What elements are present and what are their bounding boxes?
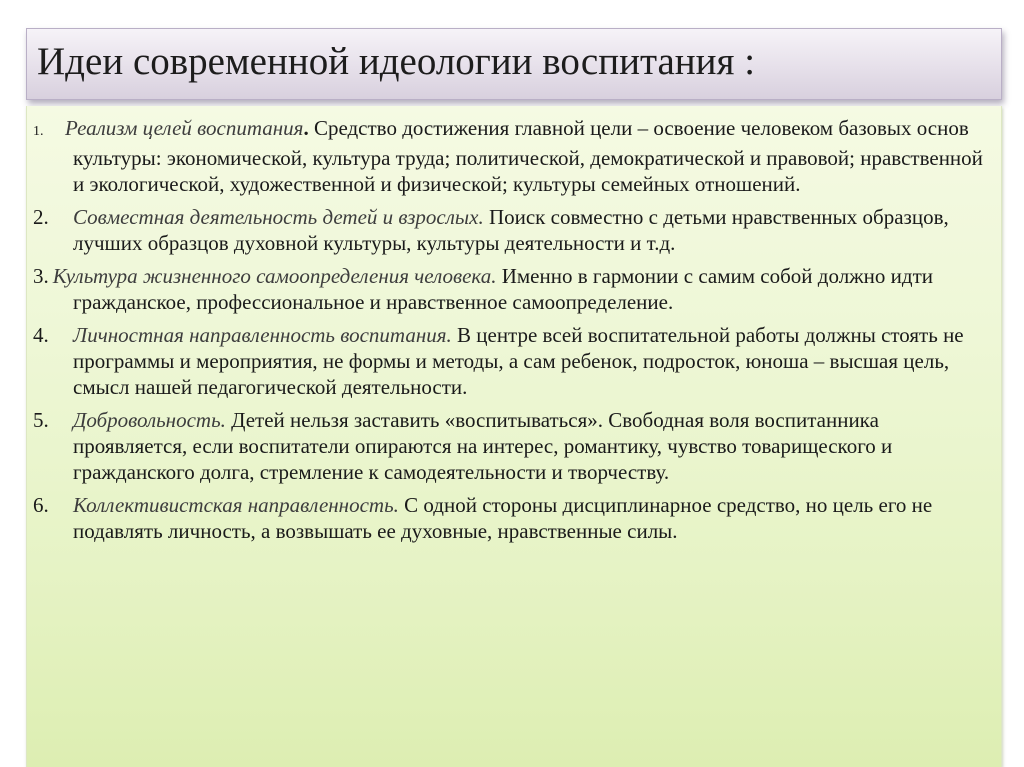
item-lead-end: . — [303, 116, 309, 140]
item-body: Детей нельзя заставить «воспитываться». Свободная воля воспитанника проявляется, если воспитатели опираются на интерес, романтику, чувство товарищеского и гражданского долга, стремление к самодеятельности и творчеству. — [73, 408, 893, 484]
item-lead: Коллективистская направленность. — [73, 493, 399, 517]
item-lead: Личностная направленность воспитания. — [73, 323, 452, 347]
list-item — [33, 115, 995, 197]
list-item — [33, 492, 995, 544]
list-item — [33, 322, 995, 400]
slide-title: Идеи современной идеологии воспитания : — [37, 40, 756, 83]
list-item — [33, 204, 995, 256]
item-body: Именно в гармонии с самим собой должно идти гражданское, профессиональное и нравственное самоопределение. — [73, 264, 934, 314]
item-lead: Культура жизненного самоопределения человека. — [52, 264, 497, 288]
item-number: 3. — [33, 264, 49, 288]
item-number: 6. — [33, 493, 49, 517]
item-body: В центре всей воспитательной работы должны стоять не программы и мероприятия, не формы и методы, а сам ребенок, подросток, юноша – высшая цель, смысл нашей педагогической деятельности. — [73, 323, 964, 399]
ideas-list — [33, 115, 995, 551]
item-lead: Реализм целей воспитания — [65, 116, 304, 140]
content-box — [26, 106, 1002, 767]
item-body: Средство достижения главной цели – освоение человеком базовых основ культуры: экономической, культура труда; политической, демократической и правовой; нравственной и экологической, художественной и физической; культуры семейных отношений. — [73, 116, 983, 196]
item-number: 1. — [33, 124, 44, 139]
item-body: Поиск совместно с детьми нравственных образцов, лучших образцов духовной культуры, культуры деятельности и т.д. — [73, 205, 949, 255]
item-number: 2. — [33, 205, 49, 229]
item-lead: Добровольность. — [73, 408, 226, 432]
item-lead: Совместная деятельность детей и взрослых. — [73, 205, 484, 229]
list-item — [33, 407, 995, 485]
title-box — [26, 28, 1002, 100]
item-body: С одной стороны дисциплинарное средство, но цель его не подавлять личность, а возвышать ее духовные, нравственные силы. — [73, 493, 933, 543]
item-number: 4. — [33, 323, 49, 347]
item-number: 5. — [33, 408, 49, 432]
list-item — [33, 263, 995, 315]
